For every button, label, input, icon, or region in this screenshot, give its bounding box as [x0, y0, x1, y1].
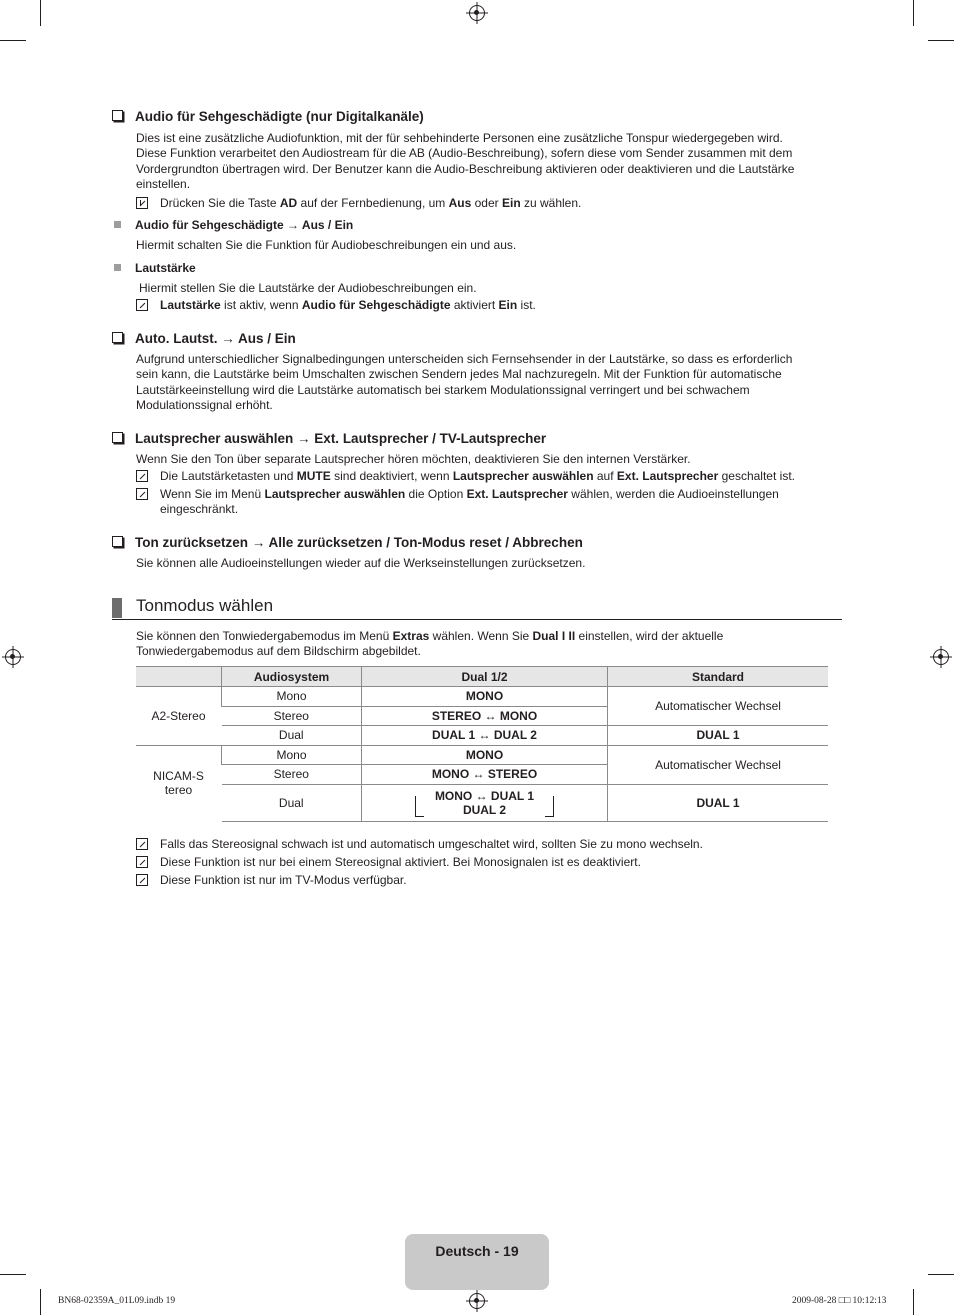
note-text: wählen, werden die Audioeinstellungen eingeschränkt. [160, 487, 779, 517]
dual-line-1: MONO ↔ DUAL 1 [434, 788, 535, 803]
crop-mark [913, 1289, 914, 1315]
paragraph: Aufgrund unterschiedlicher Signalbedingungen unterscheiden sich Fernsehsender in der Lautstärke, so dass es erforderlich sein kann, die Lautstärke beim Umschalten zwischen Sendern jedes Mal nachzuregeln. Mit der Funktion für automatische Lautstärkeeinstellung wird die Lautstärke automatisch bei starkem Modulationssignal verringert und bei schwachem Modulationssignal erhöht. [136, 352, 793, 412]
note-icon [136, 470, 148, 482]
dual-line-2: DUAL 2 [462, 802, 507, 817]
note [136, 837, 826, 852]
table-cell [362, 784, 608, 821]
table-cell: STEREO ↔ MONO [362, 706, 608, 726]
table-cell: DUAL 1 [608, 726, 829, 746]
print-slug-right: 2009-08-28 □□ 10:12:13 [792, 1296, 887, 1306]
paragraph: Sie können alle Audioeinstellungen wieder auf die Werkseinstellungen zurücksetzen. [136, 556, 586, 570]
text: Sie können den Tonwiedergabemodus im Menü [136, 629, 393, 643]
table-row [136, 745, 828, 765]
subheading-text: Audio für Sehgeschädigte → Aus / Ein [135, 218, 354, 232]
note [136, 487, 816, 518]
note-text: aktiviert [450, 298, 499, 312]
table-row [136, 784, 828, 821]
heading-text: Auto. Lautst. → Aus / Ein [135, 331, 296, 346]
crop-mark [928, 40, 954, 41]
note-text: Die Lautstärketasten und [160, 469, 297, 483]
square-bullet-icon [114, 264, 121, 271]
table-row [136, 687, 828, 707]
note-text: Diese Funktion ist nur bei einem Stereosignal aktiviert. Bei Monosignalen ist es deaktiviert. [160, 855, 641, 869]
note [136, 196, 826, 211]
registration-mark-icon [469, 5, 485, 21]
note-icon [136, 856, 148, 868]
dual-bracket [415, 789, 554, 817]
section-heading [112, 331, 296, 347]
section-heading [112, 109, 424, 125]
note-text: oder [471, 196, 502, 210]
chapter-heading-text: Tonmodus wählen [136, 596, 274, 615]
note-text: auf der Fernbedienung, um [297, 196, 449, 210]
note [136, 298, 826, 313]
paragraph: Dies ist eine zusätzliche Audiofunktion, mit der für sehbehinderte Personen eine zusätzliche Tonspur wiedergegeben wird. Diese Funktion verarbeitet den Audiostream für die AB (Audio-Beschreibung), sofern diese vom Sender zusammen mit dem Vordergrundton übertragen wird. Der Benutzer kann die Audio-Beschreibung aktivieren oder deaktivieren und die Lautstärke einstellen. [136, 131, 795, 191]
checkbox-bullet-icon [112, 110, 123, 121]
note-text: auf [593, 469, 617, 483]
bracket-right [545, 796, 554, 817]
crop-mark [0, 1274, 26, 1275]
subheading [114, 218, 353, 233]
heading-text: Ton zurücksetzen → Alle zurücksetzen / Ton-Modus reset / Abbrechen [135, 535, 583, 550]
note-text: Falls das Stereosignal schwach ist und automatisch umgeschaltet wird, sollten Sie zu mono wechseln. [160, 837, 703, 851]
note-icon [136, 488, 148, 500]
table-row [136, 726, 828, 746]
note-icon [136, 299, 148, 311]
note-text: zu wählen. [520, 196, 582, 210]
text: wählen. Wenn Sie [429, 629, 533, 643]
note-text: Drücken Sie die Taste [160, 196, 280, 210]
note-text: Wenn Sie im Menü [160, 487, 265, 501]
note [136, 873, 826, 888]
note-icon [136, 197, 148, 209]
chapter-heading [112, 593, 842, 620]
registration-mark-icon [5, 649, 21, 665]
note-text: sind deaktiviert, wenn [330, 469, 453, 483]
crop-mark [40, 1289, 41, 1315]
table-cell: DUAL 1 [608, 784, 829, 821]
checkbox-bullet-icon [112, 432, 123, 443]
table-cell: A2-Stereo [136, 687, 222, 746]
table-cell: Stereo [222, 706, 362, 726]
paragraph: Hiermit stellen Sie die Lautstärke der Audiobeschreibungen ein. [139, 281, 477, 295]
note-text: ist. [517, 298, 536, 312]
note [136, 855, 826, 870]
note-bold: Ein [501, 196, 521, 210]
heading-bar [112, 598, 122, 618]
table-header: Standard [608, 667, 829, 687]
table-cell: Automatischer Wechsel [608, 687, 829, 726]
note-text: die Option [405, 487, 467, 501]
table-header: Audiosystem [222, 667, 362, 687]
square-bullet-icon [114, 221, 121, 228]
note-icon [136, 838, 148, 850]
table-cell: Mono [222, 687, 362, 707]
table-cell: MONO [362, 745, 608, 765]
registration-mark-icon [933, 649, 949, 665]
note-text: ist aktiv, wenn [220, 298, 302, 312]
note-bold: Aus [448, 196, 472, 210]
table-cell: Mono [222, 745, 362, 765]
table-cell: MONO ↔ STEREO [362, 765, 608, 785]
checkbox-bullet-icon [112, 332, 123, 343]
bracket-left [415, 796, 424, 817]
note-bold: Ein [498, 298, 518, 312]
registration-mark-icon [469, 1293, 485, 1309]
note [136, 469, 826, 484]
crop-mark [913, 0, 914, 26]
table-cell: DUAL 1 ↔ DUAL 2 [362, 726, 608, 746]
text: einstellen, wird der aktuelle Tonwiedergabemodus auf dem Bildschirm abgebildet. [136, 629, 724, 659]
crop-mark [0, 40, 26, 41]
paragraph [136, 629, 736, 660]
note-text: Diese Funktion ist nur im TV-Modus verfügbar. [160, 873, 407, 887]
table-cell [136, 745, 222, 821]
crop-mark [40, 0, 41, 26]
table-header: Dual 1/2 [362, 667, 608, 687]
sound-mode-table [136, 666, 828, 822]
note-bold: MUTE [296, 469, 331, 483]
subheading [114, 261, 196, 276]
table-cell: Dual [222, 726, 362, 746]
table-cell: Automatischer Wechsel [608, 745, 829, 784]
bold-text: Dual I II [532, 629, 576, 643]
page-number-tab [405, 1234, 549, 1290]
table-cell: MONO [362, 687, 608, 707]
note-text: geschaltet ist. [718, 469, 795, 483]
note-icon [136, 874, 148, 886]
paragraph: Hiermit schalten Sie die Funktion für Audiobeschreibungen ein und aus. [136, 238, 517, 252]
table-cell: Dual [222, 784, 362, 821]
section-heading [112, 535, 583, 551]
page-number: Deutsch - 19 [435, 1243, 519, 1259]
paragraph: Wenn Sie den Ton über separate Lautsprecher hören möchten, deaktivieren Sie den internen Verstärker. [136, 452, 691, 466]
note-bold: AD [279, 196, 298, 210]
note-bold: Lautstärke [160, 298, 221, 312]
checkbox-bullet-icon [112, 536, 123, 547]
group-name: NICAM-Stereo [153, 769, 204, 798]
table-header [136, 667, 222, 687]
heading-text: Audio für Sehgeschädigte (nur Digitalkanäle) [135, 109, 424, 124]
bold-text: Extras [392, 629, 430, 643]
note-bold: Ext. Lautsprecher [616, 469, 719, 483]
note-bold: Audio für Sehgeschädigte [301, 298, 451, 312]
note-bold: Ext. Lautsprecher [466, 487, 568, 501]
table-cell: Stereo [222, 765, 362, 785]
note-bold: Lautsprecher auswählen [452, 469, 594, 483]
print-slug-left: BN68-02359A_01L09.indb 19 [58, 1296, 176, 1306]
crop-mark [928, 1274, 954, 1275]
subheading-text: Lautstärke [135, 261, 196, 275]
heading-text: Lautsprecher auswählen → Ext. Lautsprecher / TV-Lautsprecher [135, 431, 547, 446]
table-header-row [136, 667, 828, 687]
note-bold: Lautsprecher auswählen [264, 487, 406, 501]
section-heading [112, 431, 546, 447]
